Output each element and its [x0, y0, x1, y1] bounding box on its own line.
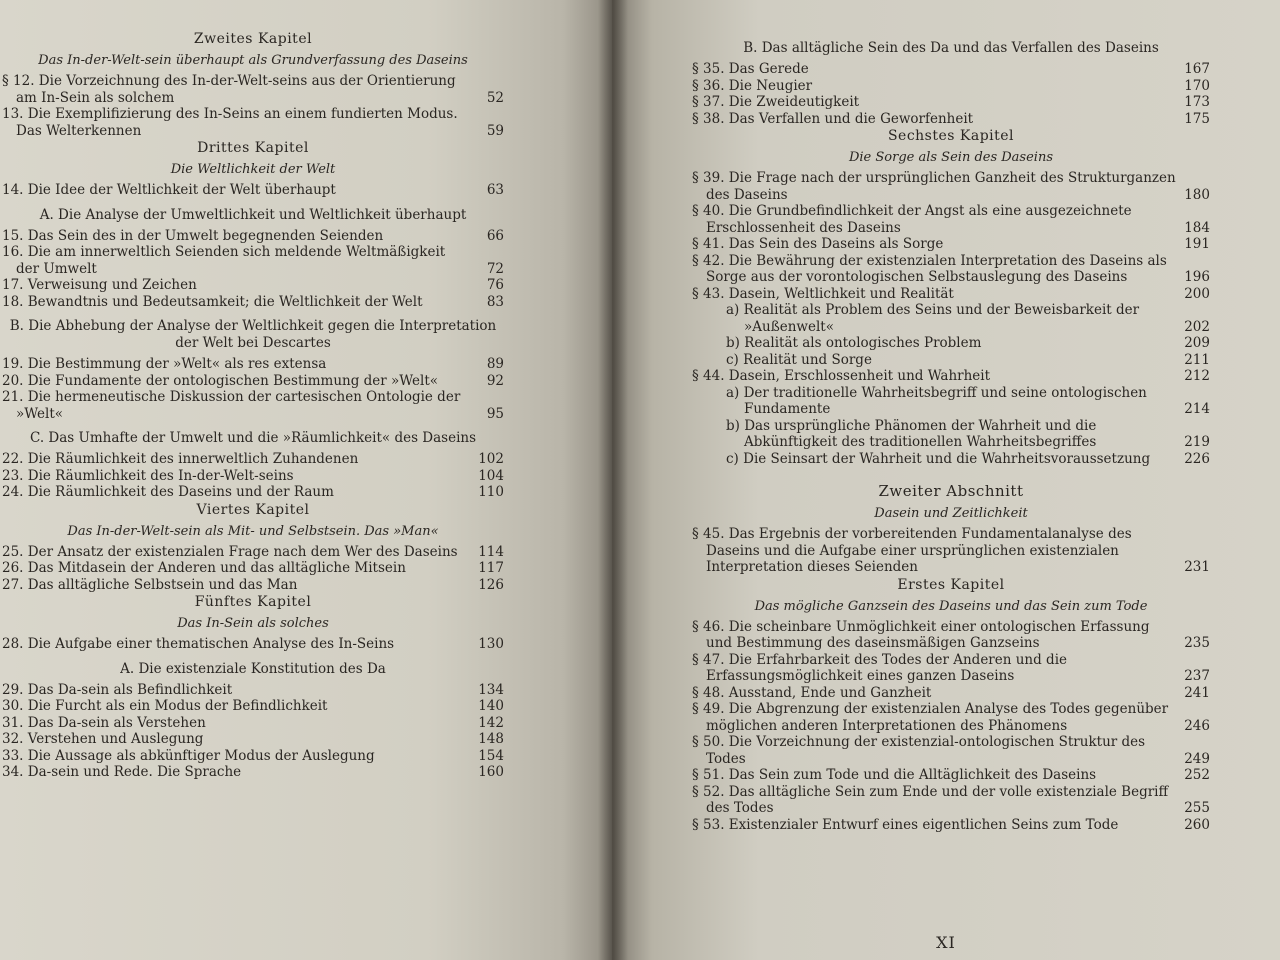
chapter-heading: Fünftes Kapitel — [194, 594, 312, 610]
toc-page-number: 134 — [478, 681, 504, 698]
toc-page-number: 241 — [1184, 684, 1210, 701]
toc-entry-title: § 43. Dasein, Weltlichkeit und Realität — [692, 285, 954, 302]
chapter-subtitle: Das In-der-Welt-sein überhaupt als Grundverfassung des Daseins — [38, 53, 468, 68]
chapter-subtitle: Das In-Sein als solches — [177, 616, 329, 631]
toc-entry — [2, 356, 504, 373]
toc-entry — [692, 767, 1210, 784]
toc-entry-title: 15. Das Sein des in der Umwelt begegnenden Seienden — [2, 227, 384, 244]
toc-entry-title: § 38. Das Verfallen und die Geworfenheit — [692, 110, 974, 127]
toc-entry — [692, 61, 1210, 78]
toc-page-number: 130 — [478, 636, 504, 652]
toc-entry-title: 14. Die Idee der Weltlichkeit der Welt überhaupt — [2, 182, 336, 198]
toc-page-number: 95 — [486, 405, 504, 422]
section-heading: B. Das alltägliche Sein des Da und das Verfallen des Daseins — [743, 40, 1159, 56]
toc-page-number: 59 — [486, 122, 504, 139]
toc-entry — [692, 253, 1210, 286]
chapter-heading: Sechstes Kapitel — [887, 128, 1015, 144]
toc-page-number: 249 — [1184, 750, 1210, 767]
toc-page-number: 154 — [478, 747, 504, 764]
toc-entry — [2, 182, 504, 199]
toc-entry — [692, 784, 1210, 817]
toc-subentry — [692, 385, 1210, 418]
toc-entry — [2, 451, 504, 468]
toc-entry — [692, 817, 1210, 834]
toc-page-number: 102 — [478, 451, 504, 467]
toc-page-number: 76 — [486, 277, 504, 293]
toc-entry — [2, 373, 504, 390]
toc-entry-title: 29. Das Da-sein als Befindlichkeit — [2, 681, 233, 698]
toc-entry-title: § 42. Die Bewährung der existenzialen Interpretation des Daseins als Sorge aus der vorontologischen Selbstauslegung des Daseins — [692, 252, 1167, 285]
toc-subentry — [692, 352, 1210, 369]
toc-entry-title: a) Der traditionelle Wahrheitsbegriff und seine ontologischen Fundamente — [726, 384, 1147, 417]
toc-page-number: 209 — [1184, 335, 1210, 351]
toc-entry-title: 13. Die Exemplifizierung des In-Seins an einem fundierten Modus. Das Welterkennen — [2, 106, 458, 139]
section-heading: B. Die Abhebung der Analyse der Weltlichkeit gegen die Interpretation der Welt bei Descartes — [9, 318, 497, 351]
toc-page-number: 173 — [1184, 94, 1210, 110]
chapter-subtitle: Die Sorge als Sein des Daseins — [848, 150, 1054, 165]
toc-entry-title: § 49. Die Abgrenzung der existenzialen Analyse des Todes gegenüber möglichen anderen Interpretationen des Phänomens — [692, 701, 1169, 734]
toc-entry — [692, 94, 1210, 111]
toc-entry-title: § 12. Die Vorzeichnung des In-der-Welt-seins aus der Orientierung am In-Sein als solchem — [2, 73, 456, 106]
book-gutter — [598, 0, 628, 960]
toc-page-number: 237 — [1184, 668, 1210, 684]
toc-entry-title: 32. Verstehen und Auslegung — [2, 731, 204, 747]
toc-entry — [2, 294, 504, 311]
toc-entry-title: § 41. Das Sein des Daseins als Sorge — [692, 236, 944, 252]
toc-page-number: 72 — [486, 260, 504, 277]
toc-entry-title: a) Realität als Problem des Seins und der Beweisbarkeit der »Außenwelt« — [726, 302, 1140, 335]
toc-entry — [2, 748, 504, 765]
toc-entry-title: § 39. Die Frage nach der ursprünglichen Ganzheit des Strukturganzen des Daseins — [692, 170, 1176, 203]
toc-entry — [2, 636, 504, 653]
section-heading: C. Das Umhafte der Umwelt und die »Räumlichkeit« des Daseins — [29, 430, 477, 446]
toc-entry-title: 28. Die Aufgabe einer thematischen Analyse des In-Seins — [2, 636, 395, 652]
toc-entry-title: § 46. Die scheinbare Unmöglichkeit einer ontologischen Erfassung und Bestimmung des daseinsmäßigen Ganzseins — [692, 618, 1150, 651]
toc-page-number: 142 — [478, 714, 504, 731]
toc-entry-title: § 45. Das Ergebnis der vorbereitenden Fundamentalanalyse des Daseins und die Aufgabe einer ursprünglichen existenzialen Interpretation dieses Seienden — [692, 526, 1132, 575]
toc-entry-title: 26. Das Mitdasein der Anderen und das alltägliche Mitsein — [2, 560, 406, 576]
toc-entry — [692, 619, 1210, 652]
toc-page-number: 89 — [486, 356, 504, 372]
toc-entry-title: § 50. Die Vorzeichnung der existenzial-ontologischen Struktur des Todes — [692, 734, 1146, 767]
toc-subentry — [692, 451, 1210, 468]
toc-page-number: 202 — [1184, 318, 1210, 335]
chapter-heading: Erstes Kapitel — [897, 576, 1005, 593]
toc-entry — [2, 228, 504, 245]
toc-entry-title: 23. Die Räumlichkeit des In-der-Welt-seins — [2, 467, 294, 484]
toc-page-number: 52 — [486, 89, 504, 106]
toc-page-number: 170 — [1184, 77, 1210, 94]
toc-page-number: 200 — [1184, 285, 1210, 302]
toc-page-number: 235 — [1184, 635, 1210, 651]
toc-entry-title: 24. Die Räumlichkeit des Daseins und der Raum — [2, 484, 334, 500]
toc-subentry — [692, 335, 1210, 352]
toc-entry-title: § 53. Existenzialer Entwurf eines eigentlichen Seins zum Tode — [692, 816, 1119, 833]
toc-entry — [2, 484, 504, 501]
toc-entry — [2, 106, 504, 139]
toc-entry-title: § 48. Ausstand, Ende und Ganzheit — [692, 684, 932, 701]
toc-entry — [2, 560, 504, 577]
toc-page-number: 140 — [478, 698, 504, 714]
toc-entry-title: § 51. Das Sein zum Tode und die Alltäglichkeit des Daseins — [692, 767, 1097, 783]
toc-entry-title: b) Realität als ontologisches Problem — [726, 335, 982, 351]
toc-entry-title: 30. Die Furcht als ein Modus der Befindlichkeit — [2, 698, 328, 714]
chapter-subtitle: Dasein und Zeitlichkeit — [874, 506, 1028, 521]
page-number: XI — [936, 933, 956, 952]
toc-page-number: 226 — [1184, 450, 1210, 467]
toc-page-number: 252 — [1184, 767, 1210, 783]
toc-entry-title: 33. Die Aussage als abkünftiger Modus der Auslegung — [2, 747, 375, 764]
toc-entry-title: 20. Die Fundamente der ontologischen Bestimmung der »Welt« — [2, 372, 439, 389]
toc-entry-title: 31. Das Da-sein als Verstehen — [2, 714, 206, 731]
toc-entry-title: 16. Die am innerweltlich Seienden sich meldende Weltmäßigkeit der Umwelt — [2, 244, 446, 277]
toc-entry-title: 27. Das alltägliche Selbstsein und das Man — [2, 576, 298, 593]
toc-page-number: 83 — [486, 293, 504, 310]
toc-page-number: 255 — [1184, 800, 1210, 816]
toc-entry — [2, 73, 504, 106]
toc-entry-title: 18. Bewandtnis und Bedeutsamkeit; die Weltlichkeit der Welt — [2, 293, 423, 310]
toc-page-number: 167 — [1184, 61, 1210, 77]
toc-entry-title: § 52. Das alltägliche Sein zum Ende und der volle existenziale Begriff des Todes — [692, 783, 1169, 816]
toc-page-number: 63 — [486, 182, 504, 198]
toc-entry-title: c) Realität und Sorge — [726, 351, 872, 368]
toc-entry — [2, 731, 504, 748]
toc-page-number: 104 — [478, 467, 504, 484]
toc-subentry — [692, 302, 1210, 335]
toc-entry-title: § 47. Die Erfahrbarkeit des Todes der Anderen und die Erfassungsmöglichkeit eines ganzen Daseins — [692, 651, 1068, 684]
toc-page-number: 66 — [486, 227, 504, 244]
toc-subentry — [692, 418, 1210, 451]
toc-page-number: 191 — [1184, 236, 1210, 252]
toc-page-number: 92 — [486, 372, 504, 389]
toc-entry — [692, 685, 1210, 702]
toc-entry — [692, 286, 1210, 303]
toc-entry — [2, 244, 504, 277]
toc-entry — [2, 577, 504, 594]
right-page — [612, 0, 1280, 960]
toc-entry-title: 34. Da-sein und Rede. Die Sprache — [2, 764, 242, 780]
toc-entry — [2, 277, 504, 294]
chapter-heading: Viertes Kapitel — [196, 501, 310, 518]
toc-page-number: 211 — [1184, 351, 1210, 368]
toc-entry — [2, 468, 504, 485]
toc-page-number: 175 — [1184, 110, 1210, 127]
toc-entry — [692, 111, 1210, 128]
toc-page-number: 196 — [1184, 269, 1210, 285]
toc-page-number: 231 — [1184, 559, 1210, 575]
toc-entry — [2, 715, 504, 732]
toc-entry — [692, 526, 1210, 576]
toc-entry — [692, 652, 1210, 685]
toc-page-number: 180 — [1184, 186, 1210, 203]
toc-page-number: 117 — [478, 560, 504, 576]
toc-entry-title: 22. Die Räumlichkeit des innerweltlich Zuhandenen — [2, 451, 359, 467]
chapter-subtitle: Das mögliche Ganzsein des Daseins und das Sein zum Tode — [754, 598, 1148, 614]
toc-entry-title: b) Das ursprüngliche Phänomen der Wahrheit und die Abkünftigkeit des traditionellen Wahrheitsbegriffes — [726, 417, 1097, 450]
toc-page-number: 126 — [478, 576, 504, 593]
toc-page-number: 160 — [478, 764, 504, 780]
toc-entry-title: 25. Der Ansatz der existenzialen Frage nach dem Wer des Daseins — [2, 543, 458, 560]
toc-page-number: 260 — [1184, 816, 1210, 833]
toc-page-number: 219 — [1184, 434, 1210, 450]
toc-entry-title: 19. Die Bestimmung der »Welt« als res extensa — [2, 356, 327, 372]
toc-entry-title: § 40. Die Grundbefindlichkeit der Angst als eine ausgezeichnete Erschlossenheit des Daseins — [692, 203, 1132, 236]
toc-entry — [2, 682, 504, 699]
toc-entry-title: § 37. Die Zweideutigkeit — [692, 94, 860, 110]
toc-entry — [2, 764, 504, 781]
left-page — [0, 0, 612, 960]
toc-entry — [2, 698, 504, 715]
toc-entry-title: 21. Die hermeneutische Diskussion der cartesischen Ontologie der »Welt« — [2, 389, 461, 422]
part-heading: Zweiter Abschnitt — [878, 482, 1024, 500]
toc-entry — [692, 203, 1210, 236]
toc-entry — [2, 389, 504, 422]
toc-entry — [692, 368, 1210, 385]
toc-entry — [692, 170, 1210, 203]
toc-entry-title: 17. Verweisung und Zeichen — [2, 277, 197, 293]
section-heading: A. Die existenziale Konstitution des Da — [120, 660, 386, 677]
chapter-subtitle: Die Weltlichkeit der Welt — [170, 162, 336, 177]
toc-entry-title: § 44. Dasein, Erschlossenheit und Wahrheit — [692, 368, 991, 384]
toc-entry-title: § 35. Das Gerede — [692, 61, 809, 77]
toc-entry — [692, 78, 1210, 95]
toc-page-number: 110 — [478, 484, 504, 500]
toc-entry-title: c) Die Seinsart der Wahrheit und die Wahrheitsvoraussetzung — [726, 450, 1151, 467]
toc-entry — [692, 701, 1210, 734]
chapter-heading: Drittes Kapitel — [197, 140, 309, 156]
toc-entry — [2, 544, 504, 561]
section-heading: A. Die Analyse der Umweltlichkeit und Weltlichkeit überhaupt — [39, 206, 467, 223]
toc-page-number: 246 — [1184, 717, 1210, 734]
chapter-heading: Zweites Kapitel — [193, 31, 313, 47]
chapter-subtitle: Das In-der-Welt-sein als Mit- und Selbstsein. Das »Man« — [67, 523, 439, 539]
toc-entry — [692, 734, 1210, 767]
toc-page-number: 214 — [1184, 401, 1210, 417]
toc-page-number: 184 — [1184, 219, 1210, 236]
toc-page-number: 148 — [478, 731, 504, 747]
toc-page-number: 212 — [1184, 368, 1210, 384]
toc-entry — [692, 236, 1210, 253]
toc-entry-title: § 36. Die Neugier — [692, 77, 813, 94]
toc-page-number: 114 — [478, 543, 504, 560]
